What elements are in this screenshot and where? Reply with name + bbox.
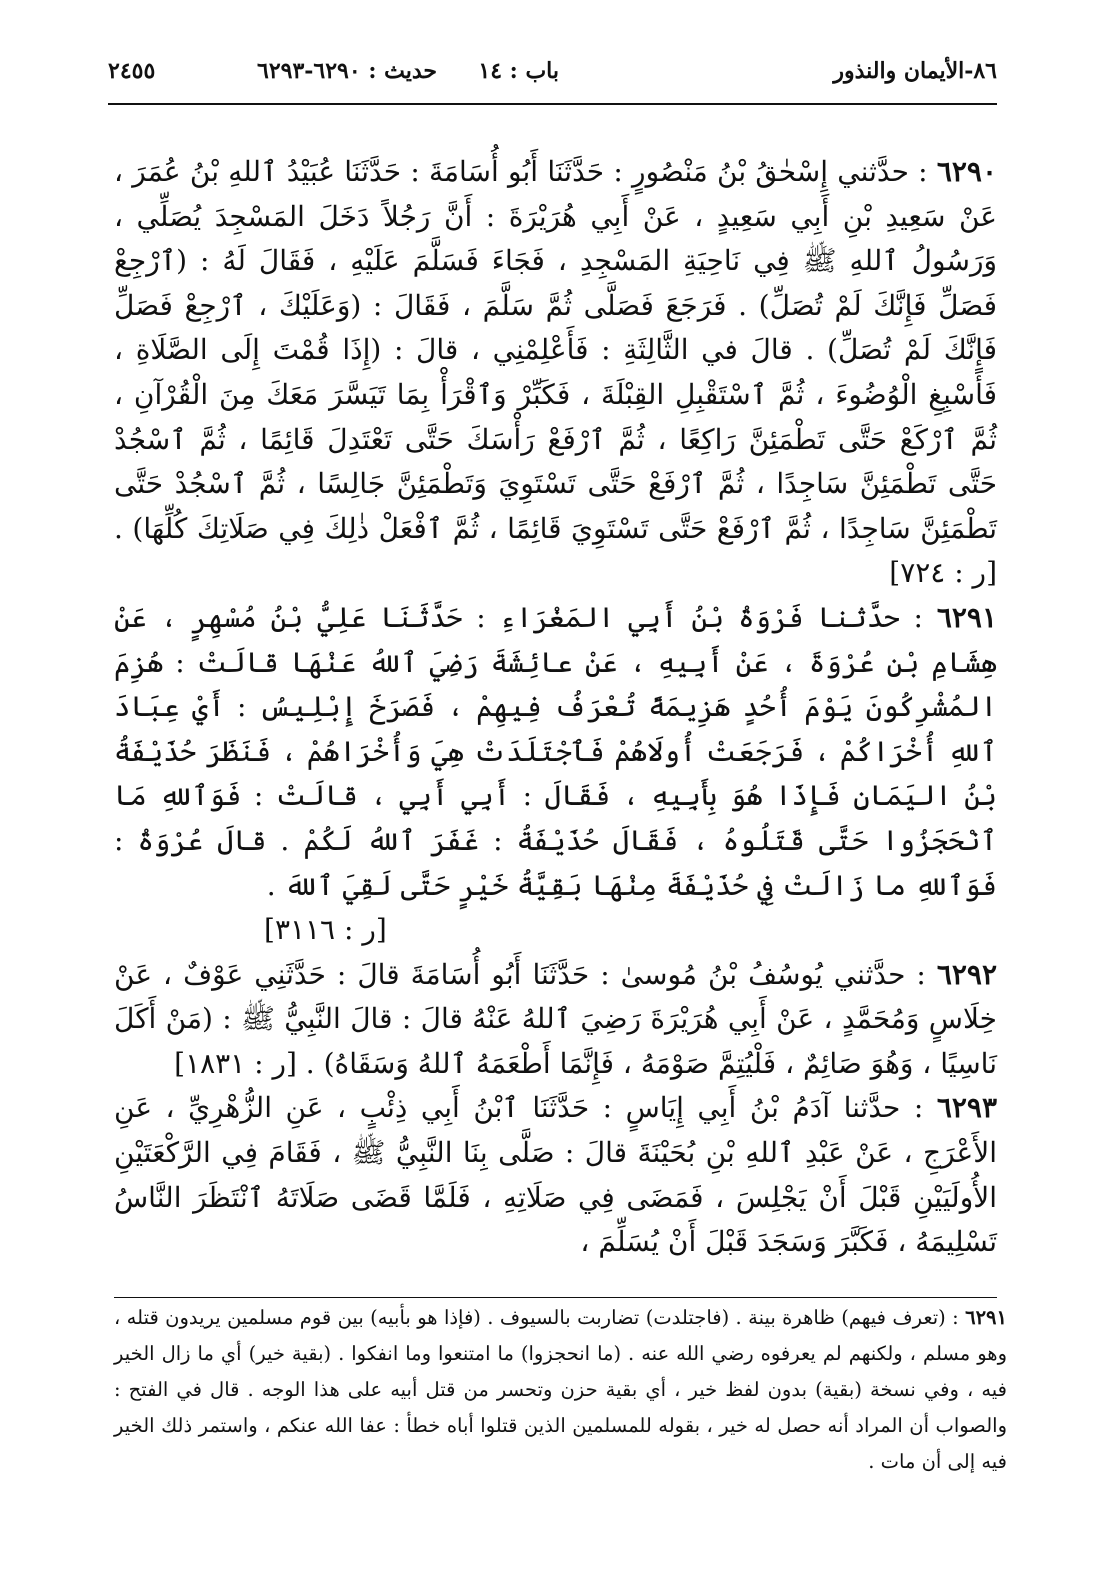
main-text — [114, 150, 997, 1265]
hadith-6293 — [114, 1086, 997, 1264]
bab-label: باب : ١٤ — [478, 58, 559, 84]
hadith-number: ٦٢٩٢ — [936, 957, 997, 991]
chapter-title: ٨٦-الأيمان والنذور — [833, 58, 997, 84]
hadith-reference: [ر : ٣١١٦] — [264, 913, 387, 947]
hadith-6290 — [114, 150, 997, 596]
footnote — [114, 1300, 1007, 1480]
footnote-rule — [114, 1297, 997, 1298]
running-header — [108, 58, 997, 94]
hadith-6292 — [114, 953, 997, 1087]
hadith-text: : حدَّثنا فَرْوَةُ بْنُ أَبِي المَغْرَاءِ : حَدَّثَنَا عَلِيُّ بْنُ مُسْهِرٍ ، عَنْ هِشَامِ بْنِ عُرْوَةَ ، عَنْ أَبِيهِ ، عَنْ عائِشَةَ رَضِيَ ٱللهُ عَنْهَا قالَتْ : هُزِمَ المُشْرِكُونَ يَوْمَ أُحُدٍ هَزِيمَةً تُعْرَفُ فِيهِمْ ، فَصَرَخَ إِبْلِيسُ : أَيْ عِبَادَ ٱللهِ أُخْرَاكُمْ ، فَرَجَعَتْ أُولَاهُمْ فَٱجْتَلَدَتْ هِيَ وَأُخْرَاهُمْ ، فَنَظَرَ حُذَيْفَةُ بْنُ اليَمَانِ فَإِذَا هُوَ بِأَبِيهِ ، فَقَالَ : أَبِي أَبِي ، قالَتْ : فَوَٱللهِ مَا ٱنْحَجَزُوا حَتَّى قَتَلُوهُ ، فَقَالَ حُذَيْفَةُ : غَفَرَ ٱللهُ لَكُمْ . قالَ عُرْوَةُ : فَوَٱللهِ ما زَالَتْ فِي حُذَيْفَةَ مِنْهَا بَقِيَّةُ خَيْرٍ حَتَّى لَقِيَ ٱللهَ . — [114, 600, 997, 902]
hadith-number: ٦٢٩٣ — [936, 1091, 997, 1125]
footnote-text: : (تعرف فيهم) ظاهرة بينة . (فاجتلدت) تضاربت بالسيوف . (فإذا هو بأبيه) بين قوم مسلمين يريدون قتله ، وهو مسلم ، ولكنهم لم يعرفوه رضي الله عنه . (ما انحجزوا) ما امتنعوا وما انفكوا . (بقية خير) أي ما زال الخير فيه ، وفي نسخة (بقية) بدون لفظ خير ، أي بقية حزن وتحسر من قتل أبيه على هذا الوجه . قال في الفتح : والصواب أن المراد أنه حصل له خير ، بقوله للمسلمين الذين قتلوا أباه خطأ : عفا الله عنكم ، واستمر ذلك الخير فيه إلى أن مات . — [114, 1306, 1007, 1473]
footnote-number: ٦٢٩١ — [965, 1306, 1007, 1329]
hadith-text: : حدَّثني يُوسُفُ بْنُ مُوسىٰ : حَدَّثَنَا أَبُو أُسَامَةَ قالَ : حَدَّثَنِي عَوْفٌ ، عَنْ خِلَاسٍ وَمُحَمَّدٍ ، عَنْ أَبِي هُرَيْرَةَ رَضِيَ ٱللهُ عَنْهُ قالَ : قالَ النَّبِيُّ ﷺ : (مَنْ أَكَلَ نَاسِيًا ، وَهُوَ صَائِمٌ ، فَلْيُتِمَّ صَوْمَهُ ، فَإِنَّمَا أَطْعَمَهُ ٱللهُ وَسَقَاهُ) . [ر : ١٨٣١] — [114, 957, 997, 1080]
hadith-text: : حدَّثني إِسْحٰقُ بْنُ مَنْصُورٍ : حَدَّثَنَا أَبُو أُسَامَةَ : حَدَّثَنَا عُبَيْدُ ٱللهِ بْنُ عُمَرَ ، عَنْ سَعِيدِ بْنِ أَبِي سَعِيدٍ ، عَنْ أَبِي هُرَيْرَةَ : أَنَّ رَجُلاً دَخَلَ المَسْجِدَ يُصَلِّي ، وَرَسُولُ ٱللهِ ﷺ فِي نَاحِيَةِ المَسْجِدِ ، فَجَاءَ فَسَلَّمَ عَلَيْهِ ، فَقَالَ لَهُ : (ٱرْجِعْ فَصَلِّ فَإِنَّكَ لَمْ تُصَلِّ) . فَرَجَعَ فَصَلَّى ثُمَّ سَلَّمَ ، فَقَالَ : (وَعَلَيْكَ ، ٱرْجِعْ فَصَلِّ فَإِنَّكَ لَمْ تُصَلِّ) . قالَ في الثَّالِثَةِ : فَأَعْلِمْنِي ، قالَ : (إِذَا قُمْتَ إِلَى الصَّلَاةِ ، فَأَسْبِغِ الْوُضُوءَ ، ثُمَّ ٱسْتَقْبِلِ القِبْلَةَ ، فَكَبِّرْ وَٱقْرَأْ بِمَا تَيَسَّرَ مَعَكَ مِنَ الْقُرْآنِ ، ثُمَّ ٱرْكَعْ حَتَّى تَطْمَئِنَّ رَاكِعًا ، ثُمَّ ٱرْفَعْ رَأْسَكَ حَتَّى تَعْتَدِلَ قَائِمًا ، ثُمَّ ٱسْجُدْ حَتَّى تَطْمَئِنَّ سَاجِدًا ، ثُمَّ ٱرْفَعْ حَتَّى تَسْتَوِيَ وَتَطْمَئِنَّ جَالِسًا ، ثُمَّ ٱسْجُدْ حَتَّى تَطْمَئِنَّ سَاجِدًا ، ثُمَّ ٱرْفَعْ حَتَّى تَسْتَوِيَ قَائِمًا ، ثُمَّ ٱفْعَلْ ذٰلِكَ فِي صَلَاتِكَ كُلِّهَا) . [ر : ٧٢٤] — [114, 155, 997, 590]
hadith-number: ٦٢٩٠ — [936, 155, 997, 188]
hadith-number: ٦٢٩١ — [936, 600, 997, 634]
hadith-range: حديث : ٦٢٩٠-٦٢٩٣ — [257, 58, 437, 84]
page-number: ٢٤٥٥ — [108, 58, 156, 84]
hadith-text: : حدَّثنا آدَمُ بْنُ أَبِي إِيَاسٍ : حَدَّثَنَا ٱبْنُ أَبِي ذِئْبٍ ، عَنِ الزُّهْرِيِّ ، عَنِ الأَعْرَجِ ، عَنْ عَبْدِ ٱللهِ بْنِ بُحَيْنَةَ قالَ : صَلَّى بِنَا النَّبِيُّ ﷺ ، فَقَامَ فِي الرَّكْعَتَيْنِ الأُولَيَيْنِ قَبْلَ أَنْ يَجْلِسَ ، فَمَضَى فِي صَلَاتِهِ ، فَلَمَّا قَضَى صَلَاتَهُ ٱنْتَظَرَ النَّاسُ تَسْلِيمَهُ ، فَكَبَّرَ وَسَجَدَ قَبْلَ أَنْ يُسَلِّمَ ، — [114, 1091, 997, 1259]
hadith-6291 — [114, 596, 997, 908]
header-rule — [108, 103, 997, 105]
footnotes — [114, 1300, 1007, 1480]
